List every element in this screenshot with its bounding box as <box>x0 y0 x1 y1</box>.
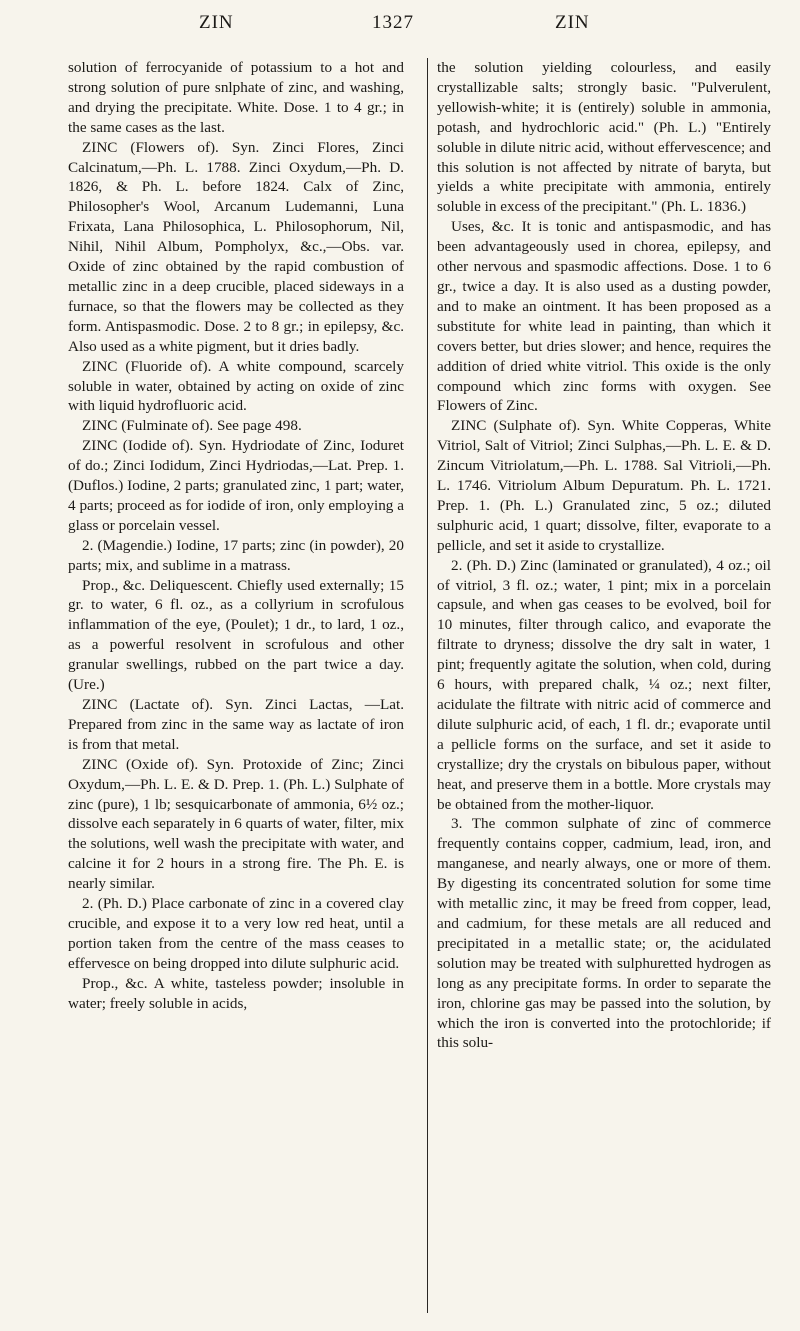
header-left-word: ZIN <box>199 12 234 33</box>
running-head <box>0 12 800 38</box>
entry-paragraph: the solution yielding colourless, and easily crystallizable salts; strongly basic. "Pulverulent, yellowish-white; it is (entirely) soluble in ammonia, potash, and hydrochloric acid." (Ph. L.) "Entirely soluble in dilute nitric acid, without effervescence; and this solution is not affected by nitrate of baryta, but yields a white precipitate with ammonia, entirely soluble in excess of the precipitant." (Ph. L. 1836.) <box>437 59 771 216</box>
entry-zinc-fluoride: ZINC (Fluoride of). A white compound, scarcely soluble in water, obtained by acting on oxide of zinc with liquid hydrofluoric acid. <box>68 357 404 415</box>
entry-paragraph: Prop., &c. Deliquescent. Chiefly used externally; 15 gr. to water, 6 fl. oz., as a collyrium in scrofulous inflammation of the eye, (Poulet); 1 dr., to lard, 1 oz., as a powerful resolvent in scrofulous and other granular swellings, rubbed on the part twice a day. (Ure.) <box>68 576 404 694</box>
entry-zinc-oxide: ZINC (Oxide of). Syn. Protoxide of Zinc; Zinci Oxydum,—Ph. L. E. & D. Prep. 1. (Ph. L.) Sulphate of zinc (pure), 1 lb; sesquicarbonate of ammonia, 6½ oz.; dissolve each separately in 6 quarts of water, filter, mix the solutions, well wash the precipitate with water, and calcine it for 2 hours in a strong fire. The Ph. E. is nearly similar. <box>68 755 404 893</box>
entry-paragraph: Uses, &c. It is tonic and antispasmodic, and has been advantageously used in chorea, epilepsy, and other nervous and spasmodic affections. Dose. 1 to 6 gr., twice a day. It is also used as a dusting powder, and to make an ointment. It has been proposed as a substitute for white lead in painting, than which it covers better, but dries slower; and hence, requires the addition of dried white vitriol. This oxide is the only compound which zinc forms with oxygen. See Flowers of Zinc. <box>437 218 771 415</box>
entry-paragraph: solution of ferrocyanide of potassium to a hot and strong solution of pure snlphate of zinc, and washing, and drying the precipitate. White. Dose. 1 to 4 gr.; in the same cases as the last. <box>68 59 404 136</box>
entry-zinc-fulminate: ZINC (Fulminate of). See page 498. <box>82 417 302 435</box>
left-column <box>68 58 404 1014</box>
entry-paragraph: 2. (Ph. D.) Place carbonate of zinc in a covered clay crucible, and expose it to a very low red heat, until a portion taken from the centre of the mass ceases to effervesce on being dropped into dilute sulphuric acid. <box>68 895 404 972</box>
entry-paragraph: Prop., &c. A white, tasteless powder; insoluble in water; freely soluble in acids, <box>68 974 404 1012</box>
page-number: 1327 <box>372 12 414 33</box>
entry-paragraph: 2. (Magendie.) Iodine, 17 parts; zinc (in powder), 20 parts; mix, and sublime in a matrass. <box>68 536 404 574</box>
entry-zinc-iodide: ZINC (Iodide of). Syn. Hydriodate of Zinc, Ioduret of do.; Zinci Iodidum, Zinci Hydriodas,—Lat. Prep. 1. (Duflos.) Iodine, 2 parts; granulated zinc, 1 part; water, 4 parts; proceed as for iodide of iron, only employing a glass or porcelain vessel. <box>68 437 404 534</box>
entry-zinc-sulphate: ZINC (Sulphate of). Syn. White Copperas, White Vitriol, Salt of Vitriol; Zinci Sulphas,—Ph. L. E. & D. Zincum Vitriolatum,—Ph. L. 1788. Sal Vitrioli,—Ph. L. 1746. Vitriolum Album Depuratum. Ph. L. 1721. Prep. 1. (Ph. L.) Granulated zinc, 5 oz.; diluted sulphuric acid, 1 quart; dissolve, filter, evaporate to a pellicle, and set it aside to crystallize. <box>437 417 771 554</box>
header-right-word: ZIN <box>555 12 590 33</box>
entry-paragraph: 3. The common sulphate of zinc of commerce frequently contains copper, cadmium, lead, iron, and manganese, and nearly always, one or more of them. By digesting its concentrated solution for some time with metallic zinc, it may be freed from copper, lead, and cadmium, for these metals are all reduced and precipitated in a metallic state; or, the acidulated solution may be treated with sulphuretted hydrogen as long as any precipitate forms. In order to separate the iron, chlorine gas may be passed into the solution, by which the iron is converted into the protochloride; if this solu- <box>437 815 771 1052</box>
right-column <box>437 58 771 1053</box>
entry-zinc-flowers: ZINC (Flowers of). Syn. Zinci Flores, Zinci Calcinatum,—Ph. L. 1788. Zinci Oxydum,—Ph. D. 1826, & Ph. L. before 1824. Calx of Zinc, Philosopher's Wool, Arcanum Ludemanni, Luna Frixata, Lana Philosophica, L. Philosophorum, Nil, Nihil, Nihil Album, Pompholyx, &c.,—Obs. var. Oxide of zinc obtained by the rapid combustion of metallic zinc in a deep crucible, placed sideways in a furnace, so that the flowers may be collected as they form. Antispasmodic. Dose. 2 to 8 gr.; in epilepsy, &c. Also used as a white pigment, but it dries badly. <box>68 138 404 355</box>
entry-paragraph: 2. (Ph. D.) Zinc (laminated or granulated), 4 oz.; oil of vitriol, 3 fl. oz.; water, 1 pint; mix in a porcelain capsule, and when gas ceases to be evolved, boil for 10 minutes, filter through calico, and evaporate the filtrate to dryness; dissolve the dry salt in water, 1 pint; frequently agitate the solution, when cold, during 6 hours, with prepared chalk, ¼ oz.; next filter, acidulate the filtrate with nitric acid of commerce and dilute sulphuric acid, of each, 1 fl. dr.; evaporate until a pellicle forms on the surface, and set it aside to crystallize; dry the crystals on bibulous paper, without heat, and preserve them in a bottle. More crystals may be obtained from the mother-liquor. <box>437 556 771 813</box>
entry-zinc-lactate: ZINC (Lactate of). Syn. Zinci Lactas, —Lat. Prepared from zinc in the same way as lactate of iron is from that metal. <box>68 696 404 753</box>
column-divider <box>427 58 428 1313</box>
